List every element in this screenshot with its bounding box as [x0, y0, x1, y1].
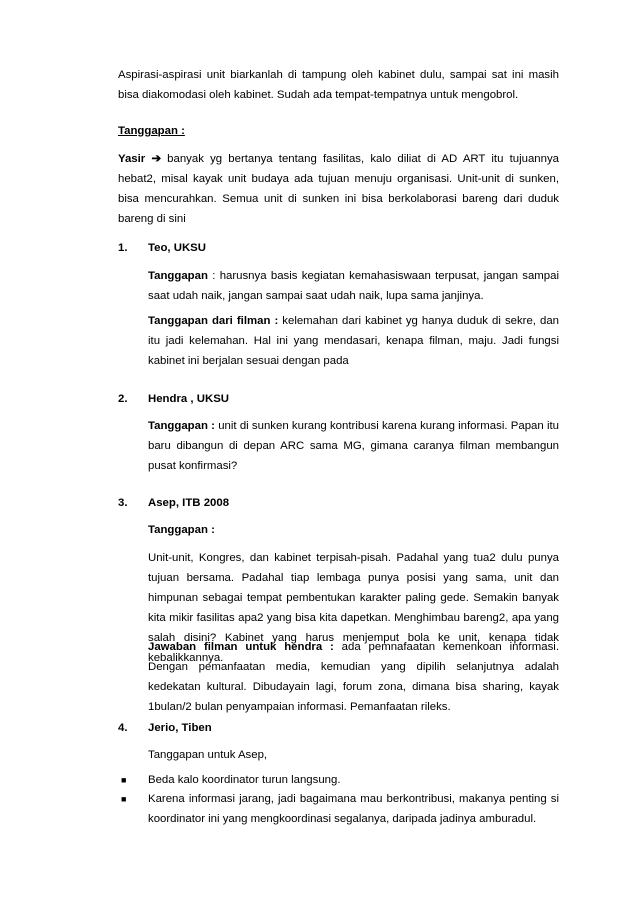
item-paragraph — [148, 266, 559, 306]
yasir-paragraph — [118, 149, 559, 229]
list-item: Beda kalo koordinator turun langsung. — [148, 774, 341, 786]
tanggapan-label: Tanggapan — [148, 270, 208, 282]
item-paragraph: Unit-unit, Kongres, dan kabinet terpisah-pisah. Padahal yang tua2 dulu punya tujuan bersama. Padahal tiap lembaga punya posisi yang sama, unit dan himpunan sebagai tempat pembentukan karakter paling gede. Semakin banyak kita mikir fasilitas apa2 yang bisa kita dapetkan. Menghimbau bareng2, apa yang salah disini? Kabinet yang harus menjemput bola ke unit, kenapa tidak kebalikkannya. — [148, 552, 559, 664]
bullet-square-icon: ■ — [121, 794, 127, 804]
item-title: Jerio, Tiben — [148, 722, 212, 734]
paragraph-text: ada pemnafaatan kemenkoan informasi. Dengan pemanfaatan media, kemudian yang dipilih selanjutnya adalah kedekatan kultural. Dibudayain lagi, forum zona, dimana bisa sharing, kayak 1bulan/2 bulan penyampaian informasi. Pemanfaatan rileks. — [148, 641, 559, 713]
paragraph-text: : harusnya basis kegiatan kemahasiswaan terpusat, jangan sampai saat udah naik, jangan sampai saat udah naik, lupa sama janjinya. — [148, 270, 559, 302]
tanggapan-label: Tanggapan : — [148, 420, 215, 432]
item-number: 1. — [118, 242, 128, 254]
paragraph-text: unit di sunken kurang kontribusi karena kurang informasi. Papan itu baru dibangun di depan ARC sama MG, gimana caranya filman membangun pusat konfirmasi? — [148, 420, 559, 472]
item-title: Hendra , UKSU — [148, 393, 230, 405]
item-paragraph — [148, 311, 559, 371]
right-arrow-icon: ➔ — [151, 153, 161, 165]
yasir-text: banyak yg bertanya tentang fasilitas, kalo diliat di AD ART itu tujuannya hebat2, misal kayak unit budaya ada tujuan menuju organisasi. Unit-unit di sunken, bisa mencurahkan. Semua unit di sunken ini bisa berkolaborasi bareng dari duduk bareng di sini — [118, 153, 559, 225]
item-paragraph — [148, 637, 559, 717]
item-number: 2. — [118, 393, 128, 405]
yasir-name: Yasir — [118, 153, 146, 165]
paragraph-text: kelemahan dari kabinet yg hanya duduk di sekre, dan itu jadi kelemahan. Hal ini yang mendasari, kenapa filman, maju. Jadi fungsi kabinet ini berjalan sesuai dengan pada — [148, 315, 559, 367]
tanggapan-label: Tanggapan dari filman : — [148, 315, 279, 327]
tanggapan-label: Tanggapan : — [148, 524, 215, 536]
bullet-square-icon: ■ — [121, 775, 127, 785]
item-paragraph — [148, 416, 559, 476]
jawaban-label: Jawaban filman untuk hendra : — [148, 641, 334, 653]
list-item: Karena informasi jarang, jadi bagaimana mau berkontribusi, makanya penting si koordinator ini yang mengkoordinasi segalanya, daripada jadinya amburadul. — [148, 793, 559, 825]
item-number: 4. — [118, 722, 128, 734]
item-title: Asep, ITB 2008 — [148, 497, 230, 509]
intro-paragraph: Aspirasi-aspirasi unit biarkanlah di tampung oleh kabinet dulu, sampai sat ini masih bisa diakomodasi oleh kabinet. Sudah ada tempat-tempatnya untuk mengobrol. — [118, 69, 559, 101]
tanggapan-heading: Tanggapan : — [118, 125, 185, 137]
item-title: Teo, UKSU — [148, 242, 207, 254]
item-number: 3. — [118, 497, 128, 509]
item-paragraph: Tanggapan untuk Asep, — [148, 749, 268, 761]
